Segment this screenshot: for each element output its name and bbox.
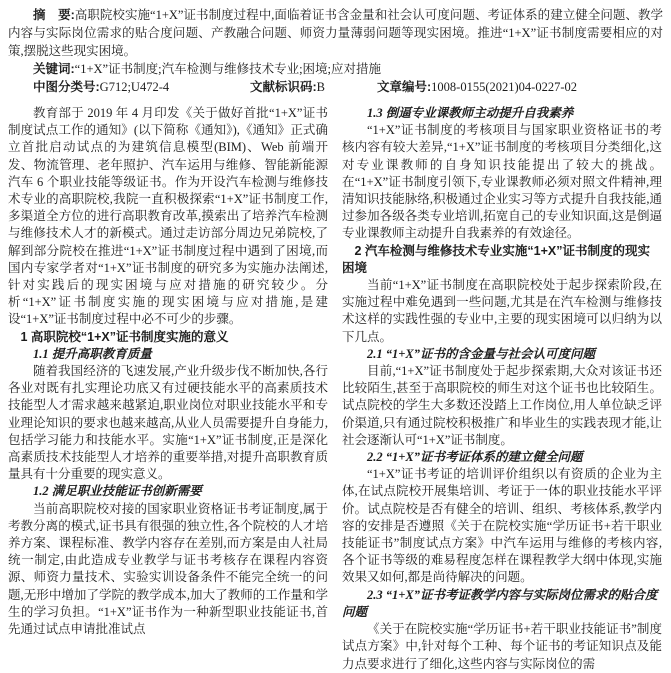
article-id-value: 1008-0155(2021)04-0227-02	[431, 80, 577, 94]
article-id-segment	[377, 78, 663, 96]
subsection-heading-1-3: 1.3 倒逼专业课教师主动提升自我素养	[367, 106, 574, 120]
paragraph-1-2: 当前高职院校对接的国家职业资格证书考证制度,属于考教分离的模式,证书具有很强的独立性,各个院校的人才培养方案、课程标准、教学内容存在差别,而方案是由人社局统一制定,由此造成专业教学与证书考核存在课程内容资源、师资力量技术、实验实训设备条件不能完全统一的问题,无形中增加了学院的教学成本,加大了教师的工作量和学生的学习负担。“1+X”证书作为一种新型职业技能证书,首先通过试点申请批准试点	[8, 501, 328, 637]
keywords-line	[8, 60, 663, 78]
clc-label: 中图分类号:	[33, 80, 100, 94]
right-column	[342, 105, 662, 673]
subsection-heading-1-2: 1.2 满足职业技能证书创新需要	[33, 484, 202, 499]
paragraph-2-3: 《关于在院校实施“学历证书+若干职业技能证书”制度试点方案》中,针对每个工种、每个证书的考证知识点及能力点要求进行了细化,这些内容与实际岗位的需	[342, 622, 662, 671]
keywords-label: 关键词:	[33, 62, 75, 76]
paragraph-2-intro: 当前“1+X”证书制度在高职院校处于起步探索阶段,在实施过程中难免遇到一些问题,尤其是在汽车检测与维修技术这样的实践性强的专业中,主要的现实困境可以归纳为以下几点。	[342, 278, 662, 344]
subsection-heading-2-3: 2.3 “1+X”证书考证教学内容与实际岗位需求的贴合度问题	[342, 587, 658, 619]
classification-meta-line	[8, 78, 663, 96]
section-heading-2: 2 汽车检测与维修技术专业实施“1+X”证书制度的现实困境	[342, 243, 651, 275]
clc-segment	[33, 78, 250, 96]
subsection-heading-2-2: 2.2 “1+X”证书考证体系的建立健全问题	[367, 450, 583, 465]
subsection-heading-2-1: 2.1 “1+X”证书的含金量与社会认可度问题	[367, 346, 595, 361]
paragraph-1-3: “1+X”证书制度的考核项目与国家职业资格证书的考核内容有较大差异,“1+X”证书制度的考核项目分类细化,这对专业课教师的自身知识技能提出了较大的挑战。在“1+X”证书制度引领下,专业课教师必须对照文件精神,理清知识技能脉络,积极通过企业实习等方式提升自我技能,通过参加各级各类专业培训,拓宽自己的专业知识面,这是倒逼专业课教师主动提升自我素养的有效途径。	[342, 123, 662, 241]
left-column	[8, 105, 328, 673]
doc-code-label: 文献标识码:	[250, 80, 317, 94]
article-columns	[8, 105, 663, 673]
article-id-label: 文章编号:	[377, 80, 432, 94]
subsection-heading-1-1: 1.1 提升高职教育质量	[33, 346, 152, 361]
paper-header-block	[8, 6, 663, 96]
clc-value: G712;U472-4	[99, 80, 170, 94]
doc-code-value: B	[316, 80, 326, 94]
paragraph-2-2: “1+X”证书考证的培训评价组织以有资质的企业为主体,在试点院校开展集培训、考证于一体的职业技能水平评价。试点院校是否有健全的培训、组织、考核体系,教学内容的安排是否遵照《关于在院校实施“学历证书+若干职业技能证书”制度试点方案》中汽车运用与维修的考核内容,各个证书等级的难易程度怎样在课程教学大纲中体现,实施效果又如何,都是尚待解决的问题。	[342, 467, 662, 585]
paragraph-2-1: 目前,“1+X”证书制度处于起步探索期,大众对该证书还比较陌生,甚至于高职院校的师生对这个证书也比较陌生。试点院校的学生大多数还没踏上工作岗位,用人单位缺乏评价渠道,只有通过院校积极推广和毕业生的实践表现才能,让社会逐渐认可“1+X”证书制度。	[342, 364, 662, 447]
keywords-text: “1+X”证书制度;汽车检测与维修技术专业;困境;应对措施	[74, 62, 382, 76]
doc-code-segment	[250, 78, 377, 96]
section-heading-1: 1 高职院校“1+X”证书制度实施的意义	[20, 329, 229, 344]
abstract-paragraph	[8, 6, 663, 60]
abstract-text: 高职院校实施“1+X”证书制度过程中,面临着证书含金量和社会认可度问题、考证体系的建立健全问题、教学内容与实际岗位需求的贴合度问题、产教融合问题、师资力量薄弱问题等现实困境。推进“1+X”证书制度需要相应的对策,摆脱这些现实困境。	[8, 8, 663, 58]
intro-paragraph: 教育部于 2019 年 4 月印发《关于做好首批“1+X”证书制度试点工作的通知》(以下简称《通知》),《通知》正式确立首批启动试点的为建筑信息模型(BIM)、Web 前端开发、物流管理、老年照护、汽车运用与维修、智能新能源汽车 6 个职业技能等级证书。作为开设汽车检测与维修技术专业的高职院校,我院一直积极探索“1+X”证书制度工作,多渠道全方位的进行高职教育改革,摸索出了培养汽车检测与维修技术人才的新模式。通过走访部分周边兄弟院校,了解到部分院校在推进“1+X”证书制度过程中遇到了困境,而国内专家学者对“1+X”证书制度的研究多为实施办法阐述,针对实践后的现实困境与应对措施的研究较少。分析“1+X”证书制度实施的现实困境与应对措施,是建设“1+X”证书制度过程中必不可少的步骤。	[8, 106, 328, 327]
paragraph-1-1: 随着我国经济的飞速发展,产业升级步伐不断加快,各行各业对既有扎实理论功底又有过硬技能水平的高素质技术技能型人才需求越来越紧迫,职业岗位对职业技能水平和专业理论知识的要求也越来越高,从业人员需要提升自身能力,包括学习能力和技能水平。实施“1+X”证书制度,正是深化高素质技术技能型人才培养的重要举措,对提升高职教育质量具有十分重要的现实意义。	[8, 364, 328, 482]
abstract-label: 摘 要:	[33, 8, 75, 22]
